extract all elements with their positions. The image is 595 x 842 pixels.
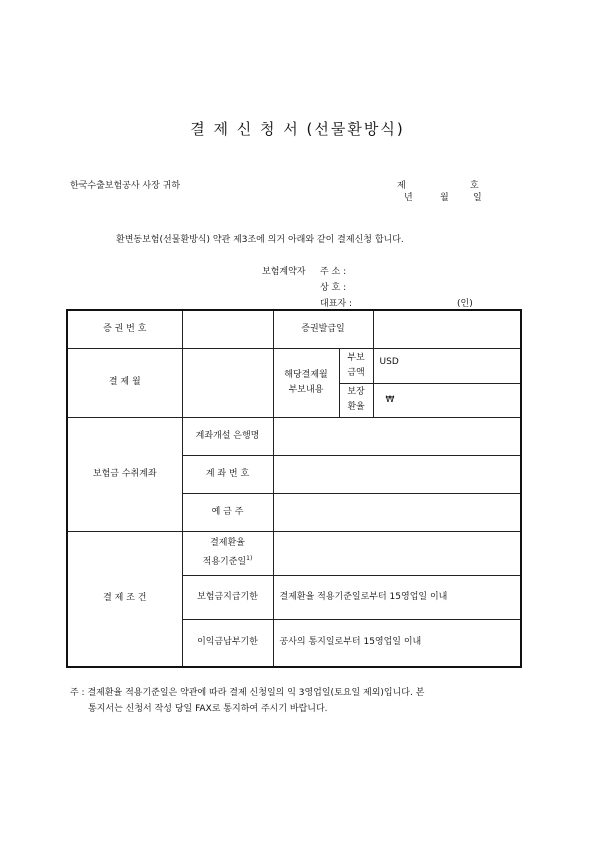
contractor-label: 보험계약자 <box>262 267 306 277</box>
coverage-content-line2: 부보내용 <box>288 384 324 395</box>
settle-month-field[interactable] <box>182 348 273 417</box>
footnote-line2: 통지서는 신청서 작성 당일 FAX로 통지하여 주시기 바랍니다. <box>88 704 328 714</box>
rate-date-field[interactable] <box>273 531 521 575</box>
rate-date-line2: 적용기준일$^{1)}$ <box>202 555 253 567</box>
covered-amount-line2: 금액 <box>347 367 365 378</box>
policy-issue-date-label: 증권발급일 <box>273 310 373 348</box>
bank-name-field[interactable] <box>273 417 521 455</box>
account-section-label: 보험금 수취계좌 <box>67 417 182 531</box>
rate-date-label <box>182 531 273 575</box>
account-number-label: 계 좌 번 호 <box>182 455 273 493</box>
policy-number-field[interactable] <box>182 310 273 348</box>
profit-deadline-value: 공사의 통지일로부터 15영업일 이내 <box>273 619 521 667</box>
doc-number-je: 제 <box>397 181 406 191</box>
guaranteed-rate-line2: 환율 <box>347 402 365 412</box>
seal-mark: (인) <box>457 299 473 309</box>
doc-number-ho: 호 <box>470 181 479 191</box>
depositor-label: 예 금 주 <box>182 493 273 531</box>
footnote-line1: 주 : 결제환율 적용기준일은 약관에 따라 결제 신청일의 익 3영업일(토요일 제외)입니다. 본 <box>70 688 425 698</box>
covered-amount-field[interactable] <box>373 348 521 383</box>
covered-amount-line1: 부보 <box>347 352 365 363</box>
claim-deadline-label: 보험금지급기한 <box>182 575 273 619</box>
currency-label: USD <box>379 356 399 367</box>
won-symbol: ₩ <box>385 394 395 405</box>
representative-label: 대표자 : <box>320 299 352 309</box>
covered-amount-label <box>339 348 373 383</box>
addressee: 한국수출보험공사 사장 귀하 <box>70 181 181 191</box>
profit-deadline-label: 이익금납부기한 <box>182 619 273 667</box>
settle-month-label: 결 제 월 <box>67 348 182 417</box>
coverage-content-line1: 해당결제월 <box>284 369 328 380</box>
claim-deadline-value: 결제환율 적용기준일로부터 15영업일 이내 <box>273 575 521 619</box>
guaranteed-rate-field[interactable] <box>373 383 521 417</box>
account-number-field[interactable] <box>273 455 521 493</box>
company-label: 상 호 : <box>320 283 347 293</box>
footnote <box>70 685 530 717</box>
intro-text: 환변동보험(선물환방식) 약관 제3조에 의거 아래와 같이 결제신청 합니다. <box>116 235 404 245</box>
guaranteed-rate-label <box>339 383 373 417</box>
conditions-section-label: 결 제 조 건 <box>67 531 182 667</box>
policy-number-label: 증 권 번 호 <box>67 310 182 348</box>
guaranteed-rate-line1: 보장 <box>347 387 365 397</box>
depositor-field[interactable] <box>273 493 521 531</box>
settlement-form-table <box>66 309 522 668</box>
address-label: 주 소 : <box>320 267 347 277</box>
coverage-content-label <box>273 348 339 417</box>
bank-name-label: 계좌개설 은행명 <box>182 417 273 455</box>
date-year: 년 <box>404 193 413 203</box>
date-month: 월 <box>440 193 449 203</box>
date-day: 일 <box>473 193 482 203</box>
policy-issue-date-field[interactable] <box>373 310 521 348</box>
document-title: 결 제 신 청 서 (선물환방식) <box>190 120 405 138</box>
rate-date-line1: 결제환율 <box>210 538 245 548</box>
